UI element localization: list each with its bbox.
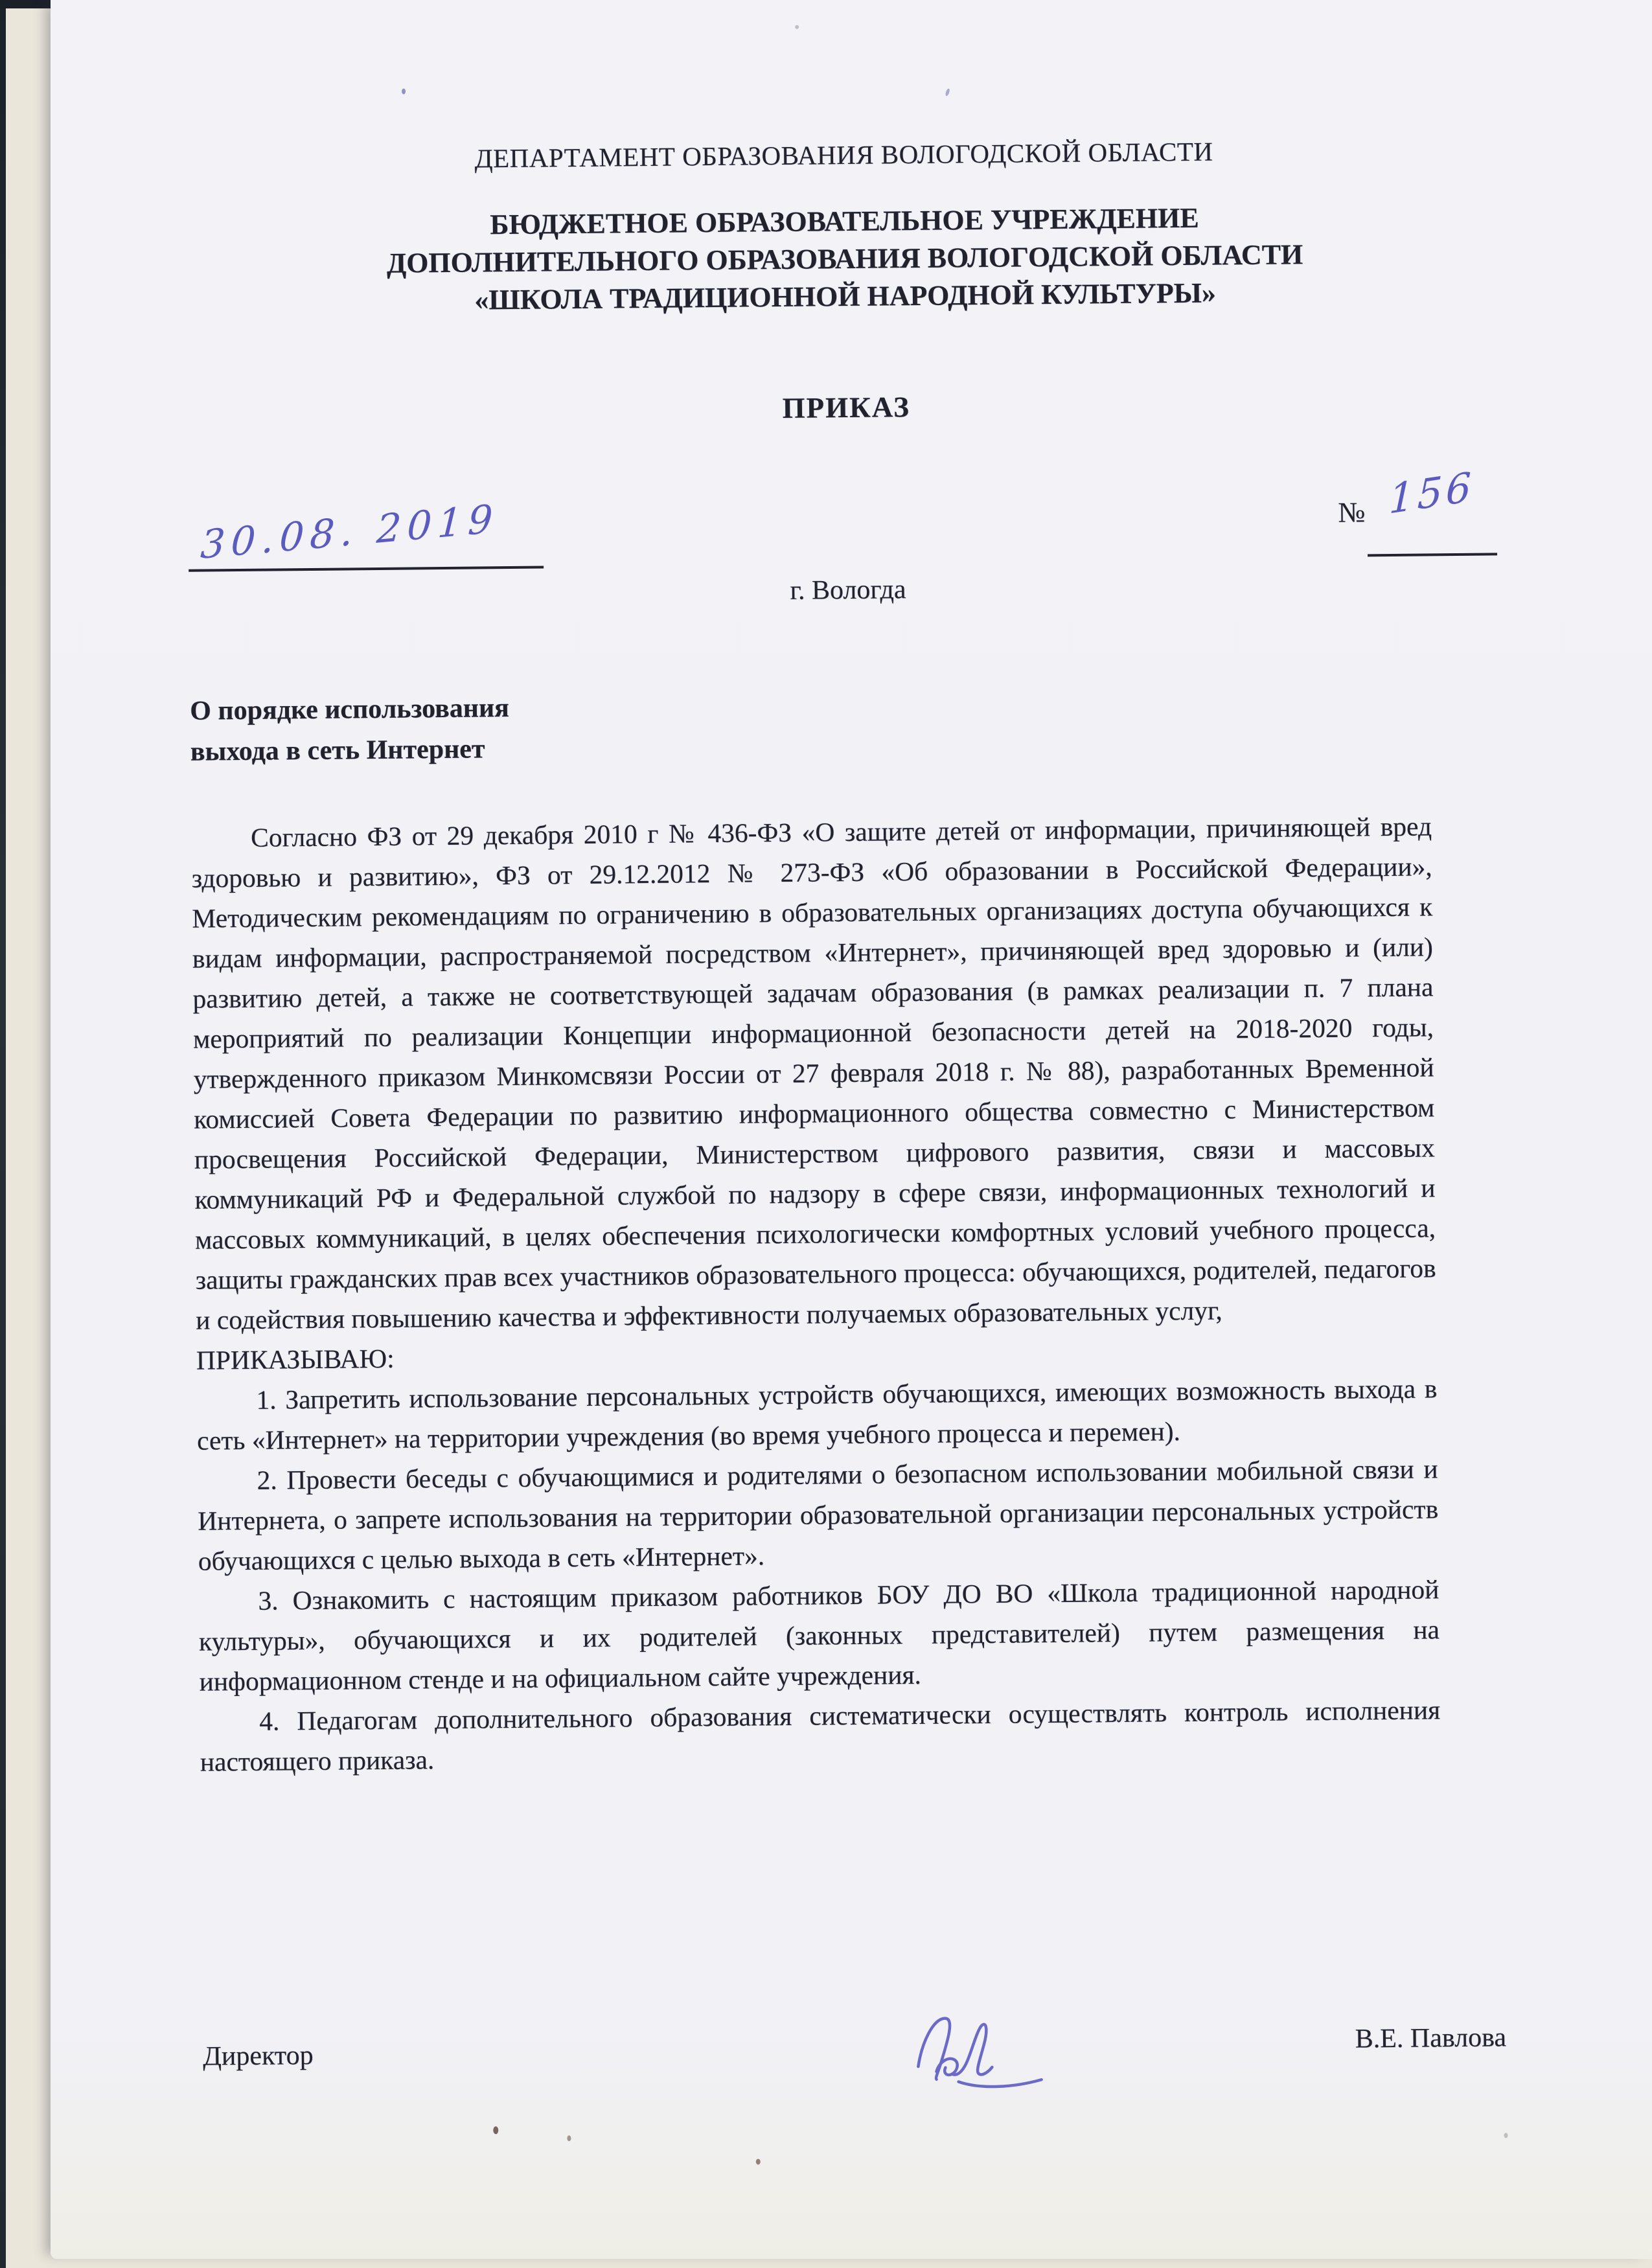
number-underline [1367, 510, 1497, 556]
signatory-name: В.Е. Павлова [1355, 2022, 1507, 2054]
handwritten-signature [895, 2000, 1065, 2105]
institution-line-2: ДОПОЛНИТЕЛЬНОГО ОБРАЗОВАНИЯ ВОЛОГОДСКОЙ ОБЛАСТИ [386, 238, 1303, 279]
preamble-paragraph: Согласно ФЗ от 29 декабря 2010 г № 436-ФЗ «О защите детей от информации, причиняющей вред здоровью и развитию», ФЗ от 29.12.2012 № 273-ФЗ «Об образовании в Российской Федерации», Методическим рекомендациям по ограничению в образовательных организациях доступа обучающихся к видам информации, распространяемой посредством «Интернет», причиняющей вред здоровью и (или) развитию детей, а также не соответствующей задачам образования (в рамках реализации п. 7 плана мероприятий по реализации Концепции информационной безопасности детей на 2018-2020 годы, утвержденного приказом Минкомсвязи России от 27 февраля 2018 г. № 88), разработанных Временной комиссией Совета Федерации по развитию информационного общества совместно с Министерством просвещения Российской Федерации, Министерством цифрового развития, связи и массовых коммуникаций РФ и Федеральной службой по надзору в сфере связи, информационных технологий и массовых коммуникаций, в целях обеспечения психологически комфортных условий учебного процесса, защиты гражданских прав всех участников образовательного процесса: обучающихся, родителей, педагогов и содействия повышению качества и эффективности получаемых образовательных услуг, [191, 811, 1436, 1335]
paper-speck [945, 88, 950, 97]
paper-speck [756, 2159, 761, 2164]
document-content [40, 0, 1652, 2261]
paper-speck [402, 89, 406, 95]
paper-speck [1504, 2133, 1508, 2138]
paper-speck [493, 2126, 498, 2134]
institution-header [224, 197, 1466, 321]
order-number-label: № [1338, 496, 1366, 529]
order-item-4: 4. Педагогам дополнительного образования систематически осуществлять контроль исполнения настоящего приказа. [200, 1695, 1441, 1777]
paper-sheet [51, 0, 1652, 2259]
paper-speck [567, 2135, 571, 2141]
paper-speck [795, 25, 799, 29]
subject-line-2: выхода в сеть Интернет [190, 734, 485, 767]
institution-line-1: БЮДЖЕТНОЕ ОБРАЗОВАТЕЛЬНОЕ УЧРЕЖДЕНИЕ [490, 201, 1199, 241]
department-header: ДЕПАРТАМЕНТ ОБРАЗОВАНИЯ ВОЛОГОДСКОЙ ОБЛАСТИ [474, 136, 1213, 174]
order-item-1: 1. Запретить использование персональных устройств обучающихся, имеющих возможность выхода в сеть «Интернет» на территории учреждения (во время учебного процесса и перемен). [196, 1373, 1438, 1456]
handwritten-date: 30.08. 2019 [199, 496, 500, 569]
subject-line-1: О порядке использования [190, 693, 510, 726]
city-line: г. Вологда [790, 575, 906, 606]
order-subject [190, 688, 510, 773]
institution-line-3: «ШКОЛА ТРАДИЦИОННОЙ НАРОДНОЙ КУЛЬТУРЫ» [474, 277, 1217, 316]
order-body [191, 806, 1441, 1781]
scan-left-edge [0, 0, 6, 2268]
order-title: ПРИКАЗ [782, 391, 911, 424]
decree-word: ПРИКАЗЫВАЮ: [196, 1343, 395, 1375]
order-item-2: 2. Провести беседы с обучающимися и родителями о безопасном использовании мобильной связи и Интернета, о запрете использования на территории образовательной организации персональных устройств обучающихся с целью выхода в сеть «Интернет». [198, 1454, 1439, 1576]
signatory-position: Директор [202, 2041, 314, 2072]
order-item-3: 3. Ознакомить с настоящим приказом работников БОУ ДО ВО «Школа традиционной народной культуры», обучающихся и их родителей (законных представителей) путем размещения на информационном стенде и на официальном сайте учреждения. [198, 1574, 1440, 1697]
handwritten-order-number: 156 [1388, 462, 1475, 523]
